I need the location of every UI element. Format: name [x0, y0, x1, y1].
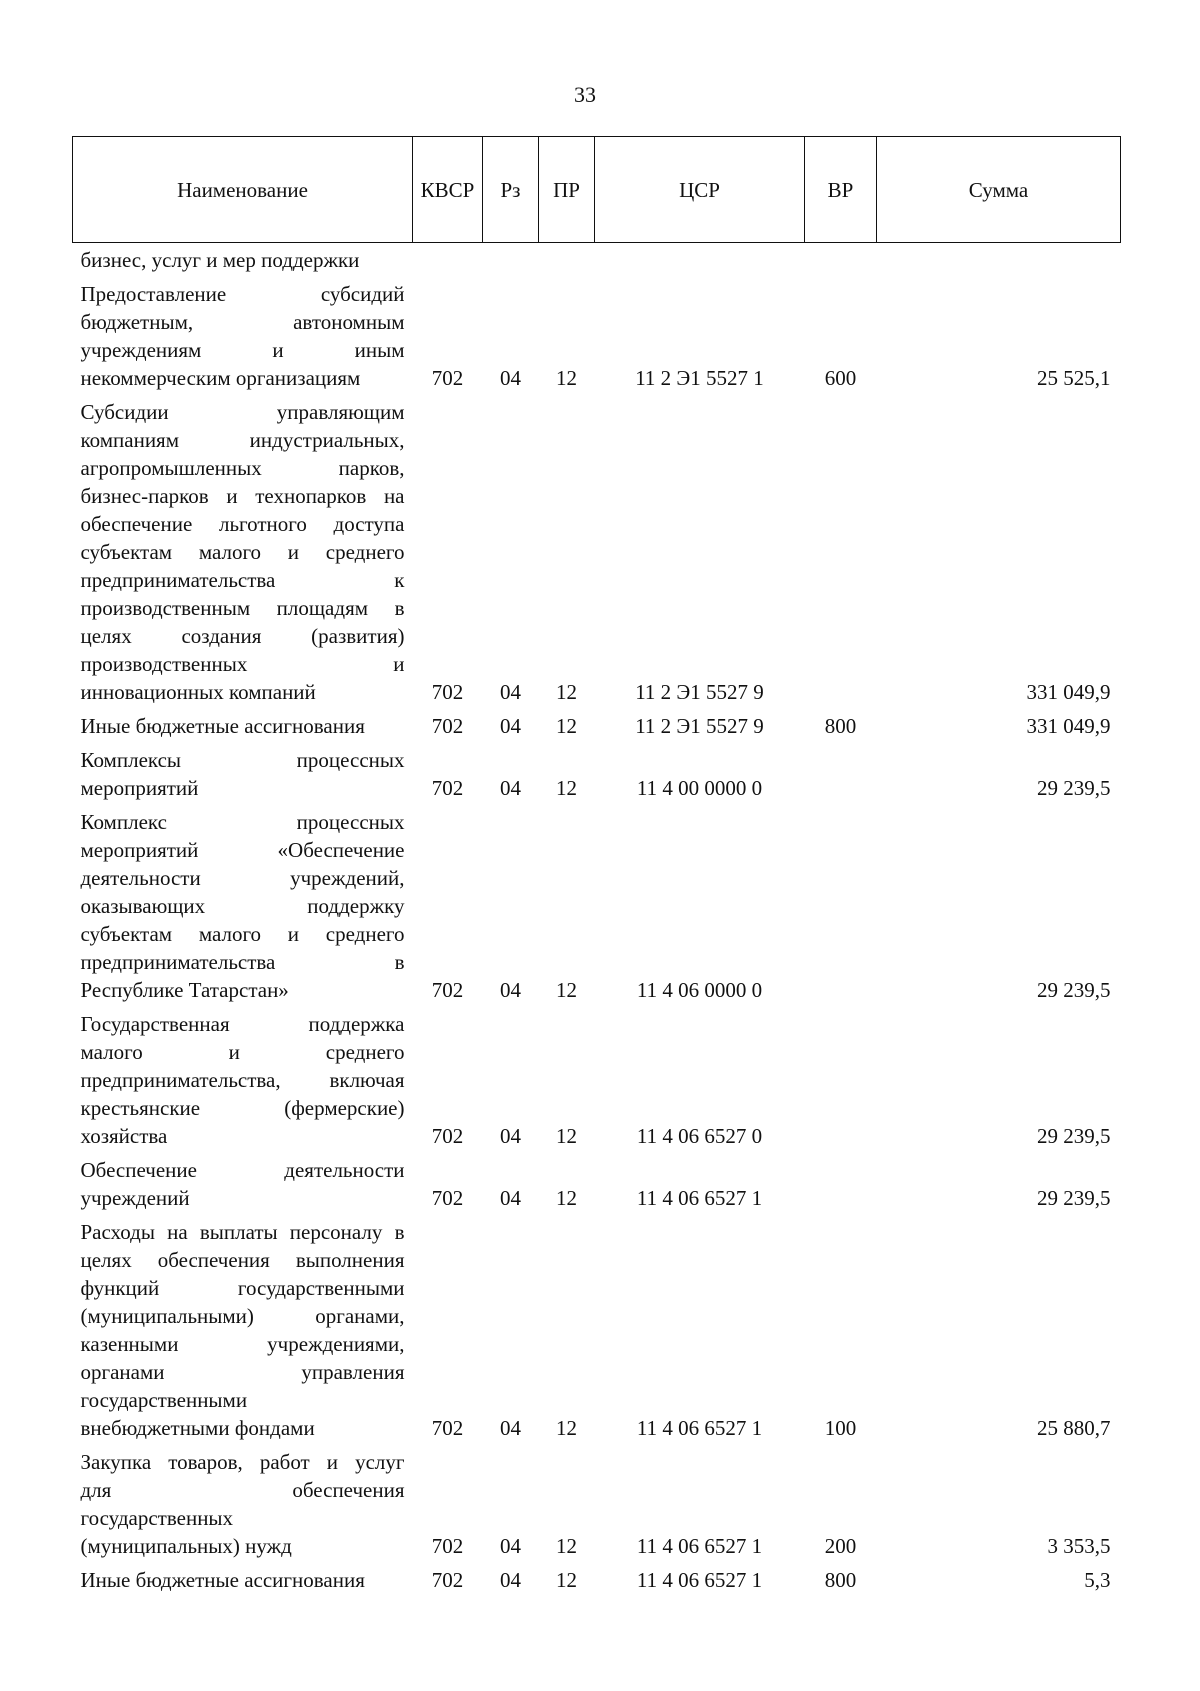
cell-kvsr: 702 [431, 1534, 464, 1558]
cell-csr: 11 4 00 0000 0 [636, 776, 763, 800]
cell-csr: 11 4 06 6527 1 [636, 1416, 763, 1440]
cell-sum: 29 239,5 [1037, 776, 1111, 800]
name-line: Государственная поддержка [80, 1012, 405, 1036]
name-line: бизнес, услуг и мер поддержки [80, 248, 360, 272]
name-line: Обеспечение деятельности [80, 1158, 405, 1182]
name-line: крестьянские (фермерские) [80, 1096, 405, 1120]
name-line: хозяйства [80, 1124, 168, 1148]
cell-pr: 12 [556, 776, 577, 800]
cell-rz: 04 [500, 1568, 521, 1592]
table-row [73, 395, 1121, 709]
cell-sum: 29 239,5 [1037, 978, 1111, 1002]
cell-name [73, 277, 413, 395]
name-line: Субсидии управляющим [80, 400, 405, 424]
cell-kvsr: 702 [431, 1186, 464, 1210]
cell-rz: 04 [500, 978, 521, 1002]
name-line: производственных и [80, 652, 405, 676]
cell-pr: 12 [556, 366, 577, 390]
cell-csr: 11 2 Э1 5527 9 [635, 680, 764, 704]
table-row [73, 1445, 1121, 1563]
header-row [73, 137, 1121, 243]
name-line: Комплексы процессных [80, 748, 405, 772]
table-row [73, 1153, 1121, 1215]
name-line: Республике Татарстан» [80, 978, 289, 1002]
cell-vr: 800 [824, 714, 857, 738]
name-line: бизнес-парков и технопарков на [80, 484, 405, 508]
name-line: функций государственными [80, 1276, 405, 1300]
cell-vr: 800 [824, 1568, 857, 1592]
cell-vr [805, 243, 877, 278]
cell-name [73, 805, 413, 1007]
cell-csr: 11 4 06 6527 0 [636, 1124, 763, 1148]
table-row [73, 1007, 1121, 1153]
name-line: оказывающих поддержку [80, 894, 405, 918]
cell-csr: 11 4 06 6527 1 [636, 1186, 763, 1210]
cell-pr: 12 [556, 1568, 577, 1592]
name-line: Расходы на выплаты персоналу в [80, 1220, 405, 1244]
cell-name [73, 1215, 413, 1445]
name-line: Комплекс процессных [80, 810, 405, 834]
table-header [73, 137, 1121, 243]
name-line: производственным площадям в [80, 596, 405, 620]
cell-csr [595, 243, 805, 278]
cell-rz: 04 [500, 1124, 521, 1148]
name-line: учреждений [80, 1186, 190, 1210]
cell-sum: 331 049,9 [1026, 714, 1111, 738]
cell-csr: 11 2 Э1 5527 9 [635, 714, 764, 738]
name-line: предпринимательства, включая [80, 1068, 405, 1092]
cell-sum: 331 049,9 [1026, 680, 1111, 704]
cell-pr: 12 [556, 1186, 577, 1210]
cell-vr: 100 [824, 1416, 857, 1440]
cell-pr: 12 [556, 978, 577, 1002]
name-line: компаниям индустриальных, [80, 428, 405, 452]
name-line: (муниципальными) органами, [80, 1304, 405, 1328]
cell-vr: 200 [824, 1534, 857, 1558]
cell-name [73, 1007, 413, 1153]
table-row [73, 805, 1121, 1007]
cell-kvsr: 702 [431, 680, 464, 704]
name-line: субъектам малого и среднего [80, 922, 405, 946]
name-line: деятельности учреждений, [80, 866, 405, 890]
name-line: для обеспечения [80, 1478, 405, 1502]
cell-name [73, 743, 413, 805]
cell-csr: 11 2 Э1 5527 1 [635, 366, 764, 390]
cell-rz [483, 243, 539, 278]
name-line: Предоставление субсидий [80, 282, 405, 306]
cell-kvsr: 702 [431, 1568, 464, 1592]
cell-vr [805, 395, 877, 709]
cell-sum: 29 239,5 [1037, 1124, 1111, 1148]
name-line: (муниципальных) нужд [80, 1534, 292, 1558]
name-line: Иные бюджетные ассигнования [80, 714, 365, 738]
cell-rz: 04 [500, 366, 521, 390]
cell-sum: 29 239,5 [1037, 1186, 1111, 1210]
name-line: мероприятий «Обеспечение [80, 838, 405, 862]
header-csr: ЦСР [595, 137, 805, 243]
cell-rz: 04 [500, 1186, 521, 1210]
name-line: некоммерческим организациям [80, 366, 361, 390]
cell-csr: 11 4 06 6527 1 [636, 1568, 763, 1592]
cell-rz: 04 [500, 714, 521, 738]
name-line: предпринимательства в [80, 950, 405, 974]
table-row [73, 743, 1121, 805]
page-number: 33 [574, 82, 596, 107]
name-line: Иные бюджетные ассигнования [80, 1568, 365, 1592]
cell-vr [805, 743, 877, 805]
cell-csr: 11 4 06 6527 1 [636, 1534, 763, 1558]
cell-pr: 12 [556, 1124, 577, 1148]
cell-kvsr: 702 [431, 1124, 464, 1148]
table-row [73, 243, 1121, 278]
cell-rz: 04 [500, 1534, 521, 1558]
cell-kvsr: 702 [431, 978, 464, 1002]
cell-kvsr: 702 [431, 1416, 464, 1440]
header-rz: Рз [483, 137, 539, 243]
name-line: учреждениям и иным [80, 338, 405, 362]
table-row [73, 709, 1121, 743]
table-body [73, 243, 1121, 1598]
cell-rz: 04 [500, 680, 521, 704]
table-row [73, 277, 1121, 395]
name-line: агропромышленных парков, [80, 456, 405, 480]
cell-name [73, 709, 413, 743]
name-line: государственных [80, 1506, 234, 1530]
name-line: субъектам малого и среднего [80, 540, 405, 564]
cell-csr: 11 4 06 0000 0 [636, 978, 763, 1002]
cell-vr [805, 1153, 877, 1215]
name-line: предпринимательства к [80, 568, 405, 592]
cell-pr [539, 243, 595, 278]
name-line: бюджетным, автономным [80, 310, 405, 334]
cell-vr: 600 [824, 366, 857, 390]
budget-table [72, 136, 1121, 1597]
cell-sum [877, 243, 1121, 278]
cell-name [73, 1563, 413, 1597]
cell-kvsr [413, 243, 483, 278]
cell-vr [805, 1007, 877, 1153]
name-line: малого и среднего [80, 1040, 405, 1064]
cell-name [73, 1445, 413, 1563]
table-row [73, 1215, 1121, 1445]
cell-name [73, 395, 413, 709]
header-name: Наименование [73, 137, 413, 243]
name-line: органами управления [80, 1360, 405, 1384]
cell-pr: 12 [556, 1416, 577, 1440]
cell-pr: 12 [556, 680, 577, 704]
header-kvsr: КВСР [413, 137, 483, 243]
header-vr: ВР [805, 137, 877, 243]
cell-kvsr: 702 [431, 366, 464, 390]
name-line: мероприятий [80, 776, 199, 800]
cell-rz: 04 [500, 776, 521, 800]
cell-pr: 12 [556, 714, 577, 738]
table-row [73, 1563, 1121, 1597]
name-line: казенными учреждениями, [80, 1332, 405, 1356]
cell-kvsr: 702 [431, 776, 464, 800]
cell-sum: 3 353,5 [1047, 1534, 1111, 1558]
cell-sum: 25 525,1 [1037, 366, 1111, 390]
name-line: целях создания (развития) [80, 624, 405, 648]
name-line: государственными [80, 1388, 248, 1412]
name-line: Закупка товаров, работ и услуг [80, 1450, 405, 1474]
cell-sum: 25 880,7 [1037, 1416, 1111, 1440]
cell-name [73, 1153, 413, 1215]
cell-vr [805, 805, 877, 1007]
cell-pr: 12 [556, 1534, 577, 1558]
name-line: внебюджетными фондами [80, 1416, 315, 1440]
cell-rz: 04 [500, 1416, 521, 1440]
name-line: инновационных компаний [80, 680, 316, 704]
name-line: целях обеспечения выполнения [80, 1248, 405, 1272]
header-pr: ПР [539, 137, 595, 243]
cell-kvsr: 702 [431, 714, 464, 738]
header-sum: Сумма [877, 137, 1121, 243]
cell-sum: 5,3 [1084, 1568, 1111, 1592]
name-line: обеспечение льготного доступа [80, 512, 405, 536]
cell-name [73, 243, 413, 278]
